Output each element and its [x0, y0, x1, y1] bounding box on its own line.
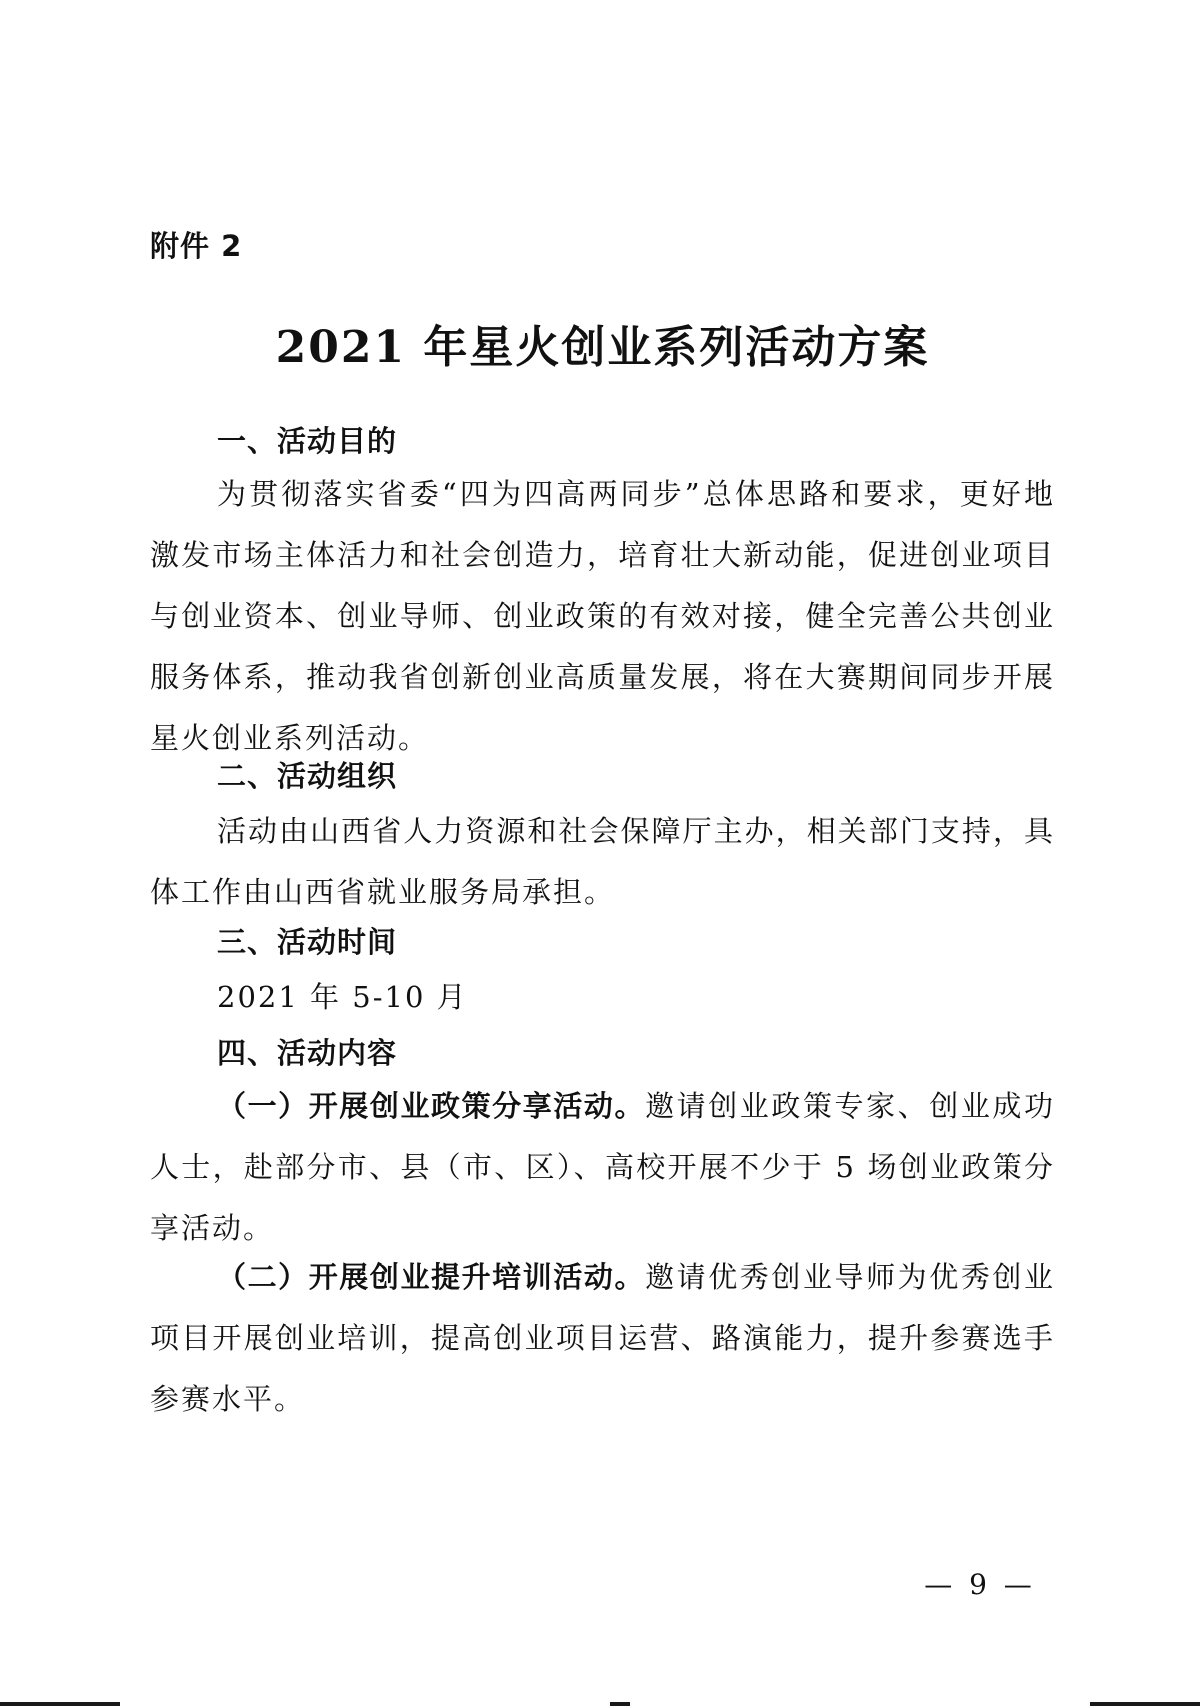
section-heading-purpose: 一、活动目的 [217, 424, 398, 458]
scan-edge-mark [1090, 1702, 1200, 1706]
scan-edge-mark [610, 1702, 630, 1706]
content-item-training [150, 1247, 1055, 1430]
content-item-lead: （一）开展创业政策分享活动。 [217, 1089, 646, 1123]
section-body-time: 2021 年 5-10 月 [217, 980, 468, 1014]
section-heading-content: 四、活动内容 [217, 1036, 398, 1070]
section-heading-time: 三、活动时间 [217, 925, 398, 959]
scan-edge-mark [0, 1702, 120, 1706]
content-item-policy-sharing [150, 1076, 1055, 1259]
section-heading-organization: 二、活动组织 [217, 759, 398, 793]
content-item-text: 邀请创业政策专家、创业成功人士，赴部分市、县（市、区）、高校开展不少于 5 场创业政策分享活动。 [150, 1089, 1055, 1245]
content-item-lead: （二）开展创业提升培训活动。 [217, 1260, 646, 1294]
document-title: 2021 年星火创业系列活动方案 [275, 322, 930, 373]
section-body-purpose: 为贯彻落实省委“四为四高两同步”总体思路和要求，更好地激发市场主体活力和社会创造力，培育壮大新动能，促进创业项目与创业资本、创业导师、创业政策的有效对接，健全完善公共创业服务体系，推动我省创新创业高质量发展，将在大赛期间同步开展星火创业系列活动。 [150, 477, 1055, 755]
content-item-text: 邀请优秀创业导师为优秀创业项目开展创业培训，提高创业项目运营、路演能力，提升参赛选手参赛水平。 [150, 1260, 1055, 1416]
page-number: — 9 — [924, 1568, 1036, 1601]
section-body-organization: 活动由山西省人力资源和社会保障厅主办，相关部门支持，具体工作由山西省就业服务局承担。 [150, 814, 1055, 909]
attachment-label: 附件 2 [150, 229, 243, 263]
scan-bottom-edge [0, 1700, 1200, 1708]
